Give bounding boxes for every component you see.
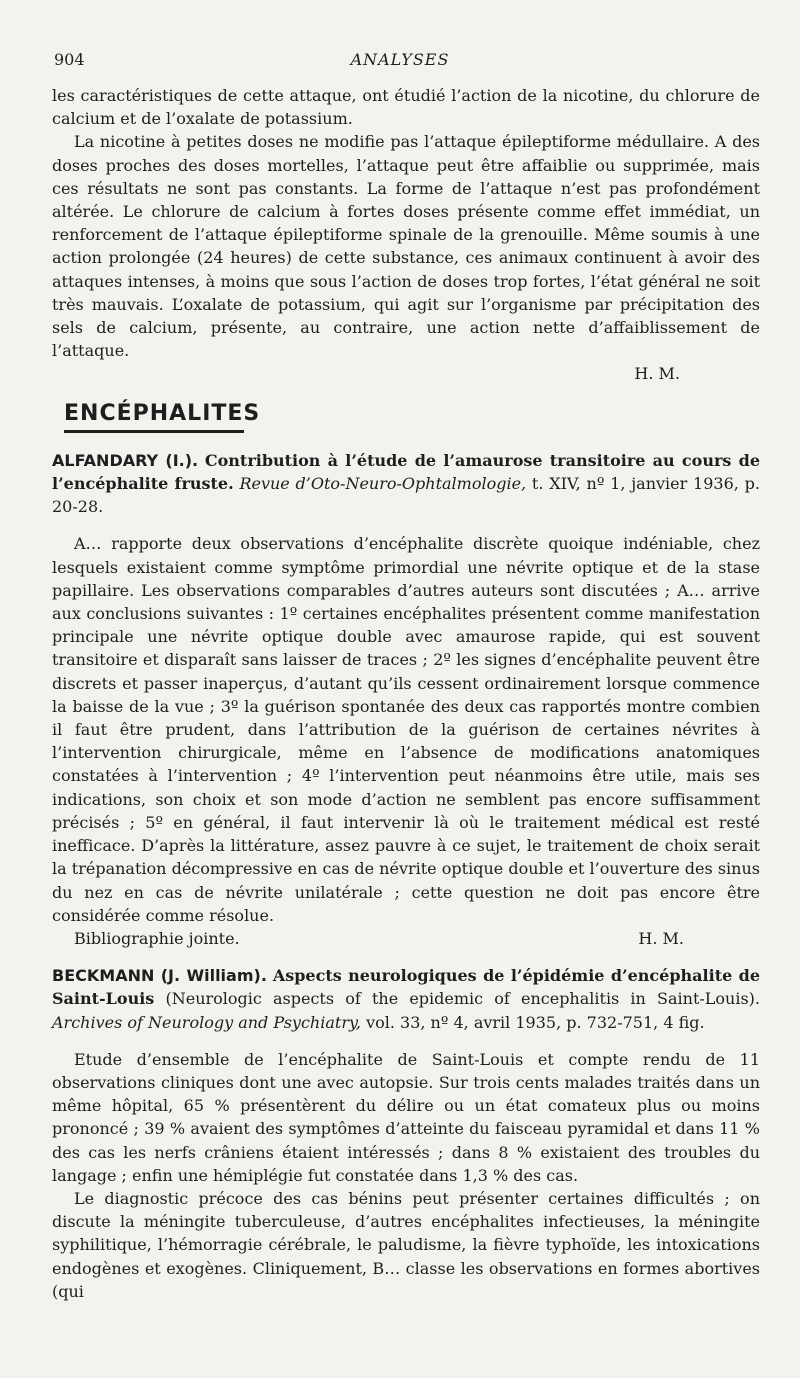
- entry2-journal: Archives of Neurology and Psychiatry,: [52, 1012, 361, 1032]
- entry2-subtitle: (Neurologic aspects of the epidemic of encephalitis in Saint-Louis).: [165, 989, 760, 1009]
- section-heading: ENCÉPHALITES: [64, 400, 261, 426]
- intro-signature: H. M.: [634, 364, 680, 384]
- entry2-citation: [52, 964, 760, 1034]
- entry2-paragraph-2: Le diagnostic précoce des cas bénins peut présenter certaines difficultés ; on discute la méningite tuberculeuse, d’autres encéphalites infectieuses, la méningite syphilitique, l’hémorragie cérébrale, le paludisme, la fièvre typhoïde, les intoxications endogènes et exogènes. Cliniquement, B… classe les observations en formes abortives (qui: [52, 1188, 760, 1301]
- spacer: [52, 950, 760, 964]
- entry1-bibliography: Bibliographie jointe.: [74, 928, 240, 948]
- entry1-body: A… rapporte deux observations d’encéphalite discrète quoique indéniable, chez lesquels existaient comme symptôme primordial une névrite optique et de la stase papillaire. Les observations comparables d’autres auteurs sont discutées ; A… arrive aux conclusions suivantes : 1º certaines encéphalites présentent comme manifestation principale une névrite optique double avec amaurose rapide, qui est souvent transitoire et disparaît sans laisser de traces ; 2º les signes d’encéphalite peuvent être discrets et passer inaperçus, d’autant qu’ils cessent ordinairement lorsque commence la baisse de la vue ; 3º la guérison spontanée des deux cas rapportés montre combien il faut être prudent, dans l’attribution de la guérison de certaines névrites à l’intervention chirurgicale, même en l’absence de modifications anatomiques constatées à l’intervention ; 4º l’intervention peut néanmoins être utile, mais ses indications, son choix et son mode d’action ne semblent pas encore suffisamment précisés ; 5º en général, il faut intervenir là où le traitement médical est resté inefficace. D’après la littérature, assez pauvre à ce sujet, le traitement de choix serait la trépanation décompressive en cas de névrite optique double et l’ouverture des sinus du nez en cas de névrite unilatérale ; cette question ne doit pas encore être considérée comme résolue.: [52, 534, 760, 925]
- entry1-reference: t. XIV, nº 1, janvier 1936, p. 20-28.: [52, 474, 760, 517]
- entry1-footer: [52, 927, 760, 950]
- entry1-title: Contribution à l’étude de l’amaurose transitoire au cours de l’encéphalite fruste.: [52, 450, 761, 494]
- entry2-author: BECKMANN (J. William).: [52, 966, 267, 986]
- page-header: [0, 50, 800, 74]
- entry1-citation: [52, 449, 760, 519]
- entry1-journal: Revue d’Oto-Neuro-Ophtalmologie,: [239, 474, 527, 494]
- entry2-title: Aspects neurologiques de l’épidémie d’encéphalite de Saint-Louis: [52, 966, 761, 1009]
- entry2-paragraph-1: Etude d’ensemble de l’encéphalite de Saint-Louis et compte rendu de 11 observations cliniques dont une avec autopsie. Sur trois cents malades traités dans un même hôpital, 65 % présentèrent du délire ou un état comateux plus ou moins prononcé ; 39 % avaient des symptômes d’atteinte du faisceau pyramidal et dans 11 % des cas les nerfs crâniens étaient intéressés ; dans 8 % existaient des troubles du langage ; enfin une hémiplégie fut constatée dans 1,3 % des cas.: [52, 1049, 760, 1185]
- intro-paragraph-1: les caractéristiques de cette attaque, ont étudié l’action de la nicotine, du chlorure de calcium et de l’oxalate de potassium.: [52, 86, 760, 129]
- running-head: ANALYSES: [350, 50, 450, 69]
- entry2-reference: vol. 33, nº 4, avril 1935, p. 732-751, 4 fig.: [366, 1012, 705, 1032]
- page-body: [52, 84, 760, 1303]
- entry1-signature: H. M.: [638, 928, 684, 948]
- page-number: 904: [54, 50, 85, 69]
- entry1-author: ALFANDARY (I.).: [52, 450, 199, 470]
- intro-paragraph-2: La nicotine à petites doses ne modifie pas l’attaque épileptiforme médullaire. A des doses proches des doses mortelles, l’attaque peut être affaiblie ou supprimée, mais ces résultats ne sont pas constants. La forme de l’attaque n’est pas profondément altérée. Le chlorure de calcium à fortes doses présente comme effet immédiat, un renforcement de l’attaque épileptiforme spinale de la grenouille. Même soumis à une action prolongée (24 heures) de cette substance, ces animaux continuent à avoir des attaques intenses, à moins que sous l’action de doses trop fortes, l’état général ne soit très mauvais. L’oxalate de potassium, qui agit sur l’organisme par précipitation des sels de calcium, présente, au contraire, une action nette d’affaiblissement de l’attaque.: [52, 132, 760, 361]
- section-heading-rule: [64, 430, 244, 433]
